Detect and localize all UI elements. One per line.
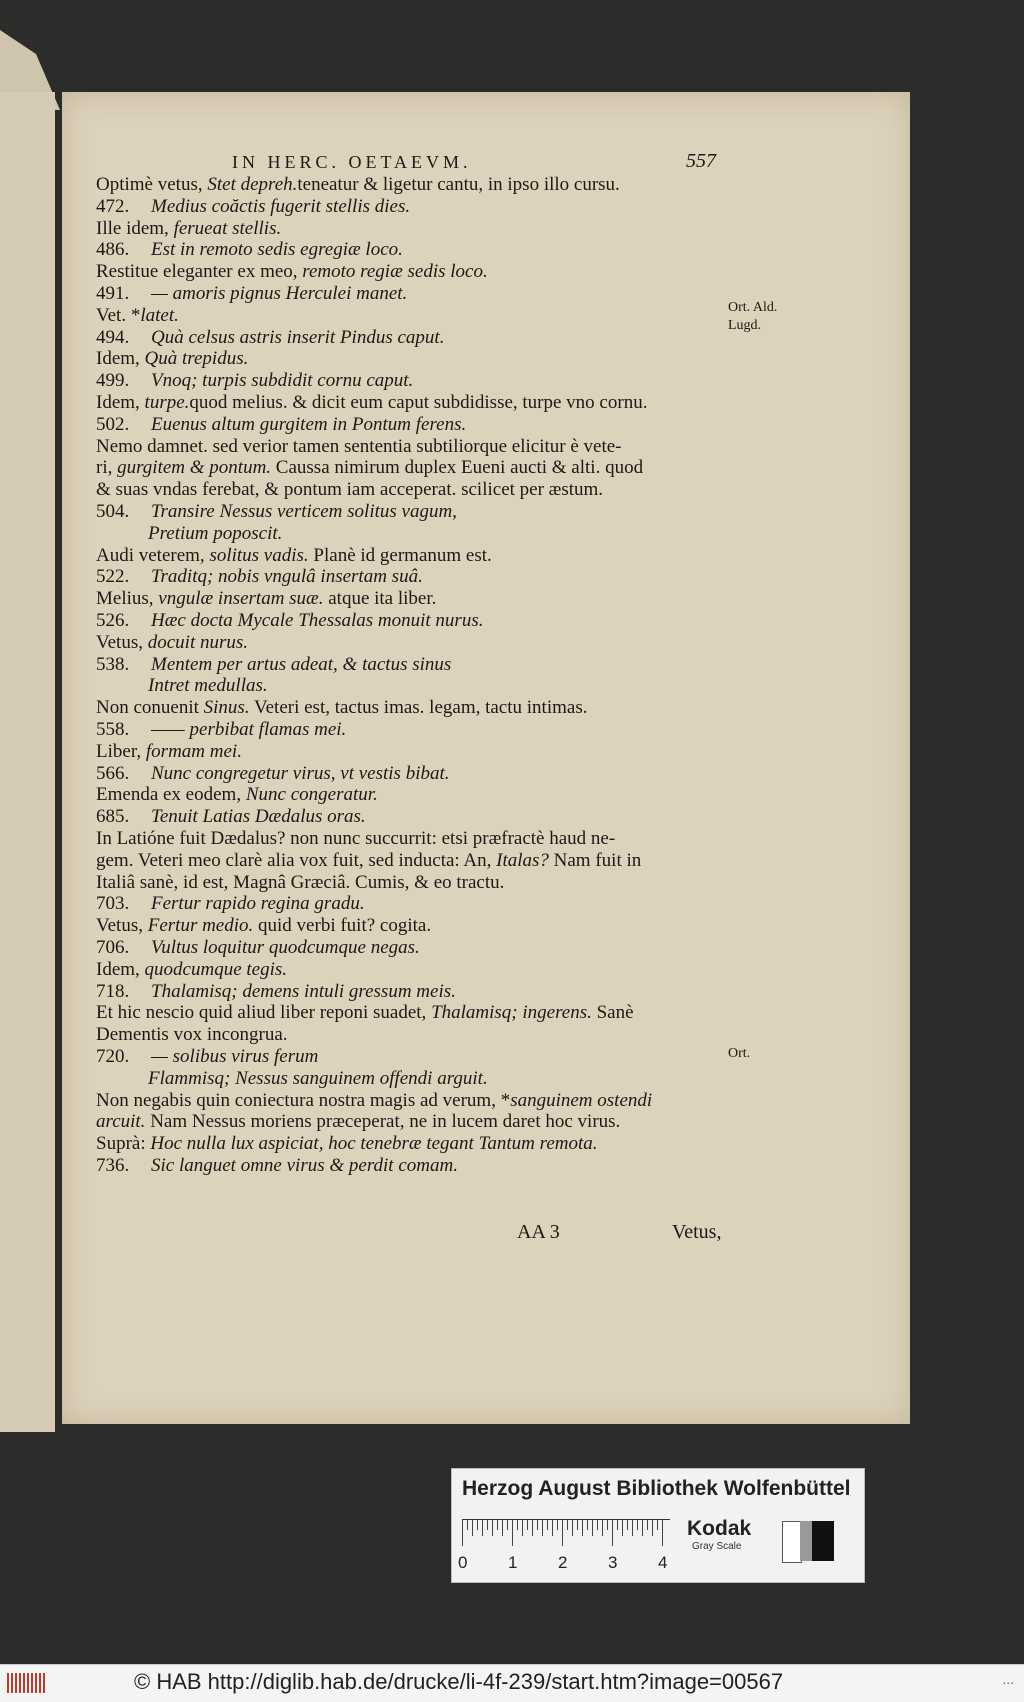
line-text: Et hic nescio quid aliud liber reponi suadet,: [96, 1002, 432, 1024]
ruler-tick: [577, 1520, 578, 1530]
library-name: Herzog August Bibliothek Wolfenbüttel: [462, 1477, 851, 1500]
signature-mark: AA 3: [517, 1221, 560, 1243]
scale-number: 0: [458, 1553, 468, 1572]
ruler-tick: [627, 1520, 628, 1530]
ruler-tick: [572, 1520, 573, 1536]
line-rest: Nam fuit in: [548, 849, 642, 871]
line-text: Idem,: [96, 392, 145, 413]
line-text: Vetus,: [96, 915, 148, 937]
text-line: [96, 218, 816, 240]
ruler-tick: [487, 1520, 488, 1530]
scale-number: 2: [558, 1553, 568, 1572]
verse-number: 736.: [96, 1155, 130, 1176]
kodak-logo: Kodak: [687, 1517, 752, 1540]
line-text: Italiâ sanè, id est, Magnâ Græciâ. Cumis, & eo tractu.: [96, 871, 505, 893]
verse-number: 526.: [96, 610, 130, 631]
italic-quote: Fertur rapido regina gradu.: [151, 893, 365, 915]
text-line: [96, 436, 816, 458]
ruler-tick: [492, 1520, 493, 1536]
line-text: Ille idem,: [96, 217, 174, 239]
ruler-tick: [567, 1520, 568, 1530]
italic-quote: Thalamisq; ingerens.: [431, 1002, 592, 1024]
text-line: [96, 545, 816, 567]
line-text: Dementis vox incongrua.: [96, 1024, 288, 1046]
text-line: [148, 523, 868, 545]
italic-quote: Quà celsus astris inserit Pindus caput.: [151, 326, 445, 348]
ruler-tick: [647, 1520, 648, 1530]
text-line: [96, 915, 816, 937]
italic-quote: Est in remoto sedis egregiæ loco.: [151, 239, 403, 261]
ruler-tick: [597, 1520, 598, 1530]
scale-number: 4: [658, 1553, 668, 1572]
ruler-tick: [482, 1520, 483, 1536]
ruler-tick: [557, 1520, 558, 1530]
italic-quote: —— perbibat flamas mei.: [151, 719, 347, 740]
italic-quote: Intret medullas.: [148, 675, 268, 697]
hab-logo-icon: [6, 1671, 46, 1695]
catchword: Vetus,: [672, 1221, 722, 1243]
ruler-tick: [552, 1520, 553, 1536]
verse-number: 491.: [96, 283, 130, 304]
text-line: [96, 174, 816, 196]
italic-quote: quodcumque tegis.: [144, 958, 288, 980]
verse-number: 486.: [96, 239, 130, 261]
text-line: [96, 654, 816, 676]
italic-quote: Tenuit Latias Dædalus oras.: [151, 806, 366, 828]
ruler-tick: [512, 1520, 513, 1546]
text-line: [96, 196, 816, 218]
line-text: Melius,: [96, 588, 159, 610]
italic-quote: Transire Nessus verticem solitus vagum,: [151, 501, 457, 522]
previous-page-edge: [0, 92, 55, 1432]
text-line: [96, 610, 816, 632]
gray-swatch: [800, 1521, 812, 1561]
text-line: [96, 893, 816, 915]
more-menu-icon[interactable]: ...: [1002, 1671, 1014, 1687]
text-line: [96, 1133, 816, 1155]
ruler-tick: [477, 1520, 478, 1530]
ruler-tick: [467, 1520, 468, 1530]
verse-number: 720.: [96, 1046, 130, 1067]
italic-quote: docuit nurus.: [147, 631, 249, 653]
italic-quote: Fertur medio.: [147, 915, 254, 937]
line-text: Non conuenit: [96, 697, 204, 719]
italic-quote: Mentem per artus adeat, & tactus sinus: [151, 653, 452, 675]
text-line: [96, 697, 816, 719]
ruler-tick: [652, 1520, 653, 1536]
ruler-tick: [622, 1520, 623, 1536]
line-rest: Nam Nessus moriens præceperat, ne in lucem daret hoc virus.: [145, 1111, 621, 1133]
text-line: [96, 1111, 816, 1133]
line-text: gem. Veteri meo clarè alia vox fuit, sed inducta: An,: [96, 849, 497, 871]
verse-number: 522.: [96, 566, 130, 588]
running-header: IN HERC. OETAEVM.: [232, 152, 472, 172]
verse-number: 538.: [96, 653, 130, 675]
text-line: [96, 784, 816, 806]
ruler-tick: [562, 1520, 563, 1546]
italic-quote: formam mei.: [145, 740, 242, 762]
ruler-tick: [592, 1520, 593, 1536]
ruler-tick: [617, 1520, 618, 1530]
text-line: [96, 348, 816, 370]
text-line: [96, 872, 816, 894]
line-rest: Caussa nimirum duplex Eueni aucti & alti. quod: [271, 457, 644, 479]
ruler-tick: [542, 1520, 543, 1536]
margin-note: Ort. Ald.: [728, 300, 778, 315]
page-number: 557: [686, 150, 716, 172]
line-text: Optimè vetus,: [96, 174, 208, 195]
ruler-tick: [657, 1520, 658, 1530]
line-text: Idem,: [96, 348, 145, 370]
italic-quote: Euenus altum gurgitem in Pontum ferens.: [151, 413, 467, 435]
ruler-tick: [532, 1520, 533, 1536]
ruler-tick: [642, 1520, 643, 1536]
text-line: [96, 806, 816, 828]
scale-number: 1: [508, 1553, 518, 1572]
text-line: [96, 763, 816, 785]
scale-number: 3: [608, 1553, 618, 1572]
color-calibration-card: [451, 1468, 865, 1583]
text-line: [96, 959, 816, 981]
ruler-tick: [462, 1520, 463, 1546]
line-text: Restitue eleganter ex meo,: [96, 261, 303, 283]
line-text: & suas vndas ferebat, & pontum iam acceperat. scilicet per æstum.: [96, 479, 604, 501]
line-rest: Planè id germanum est.: [308, 544, 492, 566]
text-line: [96, 479, 816, 501]
italic-quote: Sic languet omne virus & perdit comam.: [151, 1155, 458, 1176]
line-rest: quod melius. & dicit eum caput subdidisse, turpe vno cornu.: [189, 392, 648, 413]
text-line: [148, 1068, 868, 1090]
verse-number: 472.: [96, 195, 130, 217]
italic-quote: Quà trepidus.: [144, 348, 249, 370]
verse-number: 685.: [96, 806, 130, 828]
margin-note: Lugd.: [728, 318, 762, 333]
text-line: [96, 850, 816, 872]
text-line: [96, 588, 816, 610]
text-line: [96, 566, 816, 588]
verse-number: 718.: [96, 980, 130, 1002]
italic-quote: — solibus virus ferum: [151, 1046, 319, 1067]
italic-quote: Traditq; nobis vngulâ insertam suâ.: [151, 566, 423, 588]
line-rest: Sanè: [591, 1002, 634, 1024]
copyright-url[interactable]: © HAB http://diglib.hab.de/drucke/li-4f-239/start.htm?image=00567: [134, 1669, 784, 1694]
ruler-tick: [537, 1520, 538, 1530]
italic-quote: Pretium poposcit.: [148, 522, 283, 544]
line-text: Vet. *: [96, 304, 141, 326]
italic-quote: Italas?: [496, 849, 549, 871]
ruler-tick: [602, 1520, 603, 1536]
text-line: [96, 392, 816, 414]
italic-quote: turpe.: [144, 392, 190, 413]
text-line: [96, 1090, 816, 1112]
ruler-tick: [587, 1520, 588, 1530]
verse-number: 706.: [96, 937, 130, 958]
book-page: [62, 92, 910, 1424]
verse-number: 502.: [96, 413, 130, 435]
text-line: [96, 239, 816, 261]
italic-quote: Vultus loquitur quodcumque negas.: [151, 937, 420, 958]
verse-number: 494.: [96, 326, 130, 348]
ruler-tick: [662, 1520, 663, 1546]
italic-quote: Thalamisq; demens intuli gressum meis.: [151, 980, 456, 1002]
line-text: Suprà:: [96, 1133, 151, 1155]
text-line: [96, 1155, 816, 1177]
text-line: [96, 1046, 816, 1068]
text-line: [96, 828, 816, 850]
footer-bar: [0, 1664, 1024, 1702]
italic-quote: latet.: [140, 304, 179, 326]
line-rest: teneatur & ligetur cantu, in ipso illo cursu.: [297, 174, 620, 195]
text-line: [96, 327, 816, 349]
italic-quote: gurgitem & pontum.: [117, 457, 272, 479]
text-line: [96, 1024, 816, 1046]
text-line: [96, 1002, 816, 1024]
italic-quote: — amoris pignus Herculei manet.: [151, 283, 408, 304]
verse-number: 499.: [96, 370, 130, 392]
ruler-tick: [497, 1520, 498, 1530]
verse-number: 703.: [96, 893, 130, 915]
line-text: Nemo damnet. sed verior tamen sententia subtiliorque elicitur è vete-: [96, 435, 622, 457]
italic-quote: solitus vadis.: [209, 544, 309, 566]
line-rest: atque ita liber.: [323, 588, 437, 610]
italic-quote: Flammisq; Nessus sanguinem offendi arguit.: [148, 1067, 488, 1089]
black-swatch: [812, 1521, 834, 1561]
ruler-tick: [472, 1520, 473, 1536]
verse-number: 504.: [96, 501, 130, 522]
ruler-tick: [517, 1520, 518, 1530]
ruler-tick: [527, 1520, 528, 1530]
text-line: [96, 937, 816, 959]
line-text: Emenda ex eodem,: [96, 784, 246, 806]
line-text: Liber,: [96, 740, 146, 762]
text-line: [96, 457, 816, 479]
italic-quote: sanguinem ostendi: [510, 1089, 653, 1111]
gray-scale-label: Gray Scale: [692, 1541, 742, 1552]
line-text: Non negabis quin coniectura nostra magis ad verum, *: [96, 1089, 511, 1111]
text-line: [96, 741, 816, 763]
italic-quote: Nunc congeratur.: [245, 784, 378, 806]
text-line: [148, 675, 868, 697]
verse-number: 566.: [96, 762, 130, 784]
line-text: Audi veterem,: [96, 544, 210, 566]
italic-quote: Nunc congregetur virus, vt vestis bibat.: [151, 762, 450, 784]
scale-ruler: [462, 1519, 670, 1548]
verse-number: 558.: [96, 719, 130, 740]
italic-quote: Hoc nulla lux aspiciat, hoc tenebræ tegant Tantum remota.: [150, 1133, 598, 1155]
ruler-tick: [607, 1520, 608, 1530]
ruler-tick: [637, 1520, 638, 1530]
text-line: [96, 370, 816, 392]
italic-quote: Vnoq; turpis subdidit cornu caput.: [151, 370, 414, 392]
ruler-tick: [612, 1520, 613, 1546]
italic-quote: arcuit.: [96, 1111, 146, 1133]
ruler-tick: [632, 1520, 633, 1536]
line-rest: quid verbi fuit? cogita.: [253, 915, 432, 937]
ruler-tick: [507, 1520, 508, 1530]
margin-note: Ort.: [728, 1046, 751, 1061]
text-line: [96, 719, 816, 741]
italic-quote: vngulæ insertam suæ.: [158, 588, 324, 610]
ruler-tick: [502, 1520, 503, 1536]
line-text: Idem,: [96, 958, 145, 980]
ruler-tick: [522, 1520, 523, 1536]
text-line: [96, 261, 816, 283]
line-text: Vetus,: [96, 631, 148, 653]
ruler-tick: [547, 1520, 548, 1530]
text-line: [96, 981, 816, 1003]
italic-quote: remoto regiæ sedis loco.: [302, 261, 488, 283]
italic-quote: Hæc docta Mycale Thessalas monuit nurus.: [151, 610, 484, 631]
text-line: [96, 305, 816, 327]
line-rest: Veteri est, tactus imas. legam, tactu intimas.: [249, 697, 588, 719]
text-line: [96, 414, 816, 436]
italic-quote: Medius coăctis fugerit stellis dies.: [151, 195, 411, 217]
italic-quote: Stet depreh.: [207, 174, 298, 195]
line-text: ri,: [96, 457, 118, 479]
text-line: [96, 632, 816, 654]
ruler-tick: [582, 1520, 583, 1536]
white-swatch: [782, 1521, 802, 1563]
text-line: [96, 283, 816, 305]
italic-quote: ferueat stellis.: [173, 217, 282, 239]
line-text: In Latióne fuit Dædalus? non nunc succurrit: etsi præfractè haud ne-: [96, 828, 616, 849]
italic-quote: Sinus.: [203, 697, 250, 719]
text-line: [96, 501, 816, 523]
